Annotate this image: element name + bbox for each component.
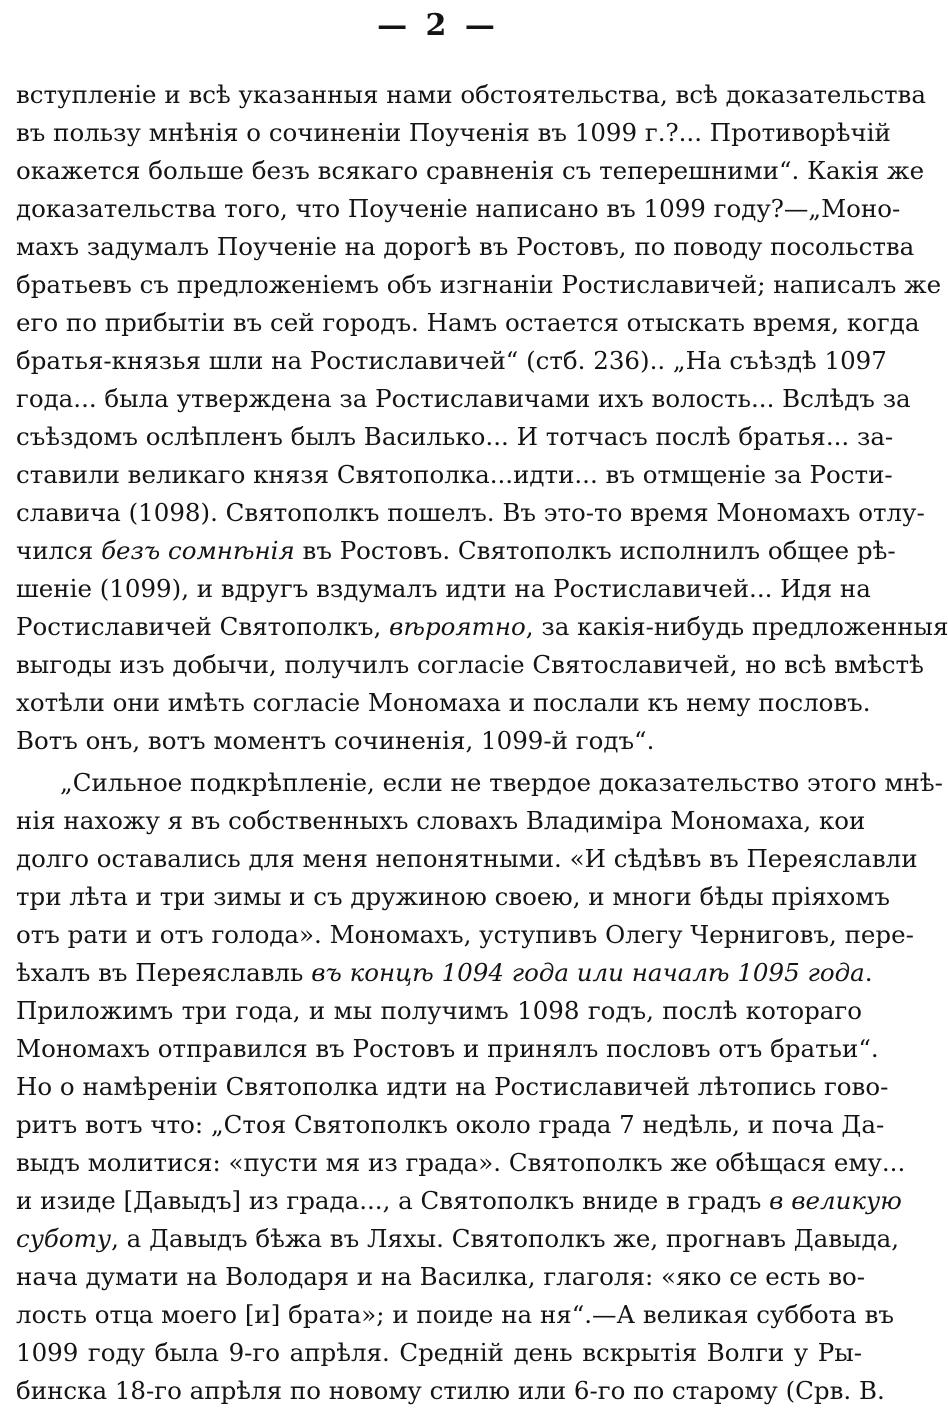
text-line: года... была утверждена за Ростиславичами ихъ волость... Вслѣдъ за: [16, 384, 911, 413]
text-line: суботу, а Давыдъ бѣжа въ Ляхы. Святополкъ же, прогнавъ Давыда,: [16, 1224, 900, 1253]
text-line: въ пользу мнѣнія о сочиненіи Поученія въ 1099 г.?... Противорѣчій: [16, 118, 891, 147]
text-line: ритъ вотъ что: „Стоя Святополкъ около града 7 недѣль, и поча Да-: [16, 1110, 885, 1139]
text-line: ставили великаго князя Святополка...идти... въ отмщеніе за Рости-: [16, 460, 893, 489]
text-line: и изиде [Давыдъ] из града..., а Святополкъ вниде в градъ в великую: [16, 1186, 902, 1215]
text-line: Мономахъ отправился въ Ростовъ и принялъ пословъ отъ братьи“.: [16, 1034, 879, 1063]
text-line: братья-князья шли на Ростиславичей“ (стб. 236).. „На съѣздѣ 1097: [16, 346, 887, 375]
text-line: махъ задумалъ Поученіе на дорогѣ въ Ростовъ, по поводу посольства: [16, 232, 915, 261]
text-line: хотѣли они имѣть согласіе Мономаха и послали къ нему пословъ.: [16, 688, 871, 717]
text-line: бинска 18-го апрѣля по новому стилю или 6-го по старому (Срв. В.: [16, 1376, 885, 1405]
text-line: братьевъ съ предложеніемъ объ изгнаніи Ростиславичей; написалъ же: [16, 270, 942, 299]
text-line: лость отца моего [и] брата»; и поиде на ня“.—А великая суббота въ: [16, 1300, 894, 1329]
italic-phrase: безъ сомнѣнія: [101, 536, 295, 565]
text-line: ѣхалъ въ Переяславль въ концѣ 1094 года или началѣ 1095 года.: [16, 958, 873, 987]
text-line: его по прибытіи въ сей городъ. Намъ остается отыскать время, когда: [16, 308, 920, 337]
text-line: съѣздомъ ослѣпленъ былъ Василько... И тотчасъ послѣ братья... за-: [16, 422, 894, 451]
text-line: долго оставались для меня непонятными. «И сѣдѣвъ въ Переяславли: [16, 844, 918, 873]
text-line: славича (1098). Святополкъ пошелъ. Въ это-то время Мономахъ отлу-: [16, 498, 925, 527]
text-line: Ростиславичей Святополкъ, вѣроятно, за какія-нибудь предложенныя: [16, 612, 948, 641]
text-line: шеніе (1099), и вдругъ вздумалъ идти на Ростиславичей... Идя на: [16, 574, 871, 603]
page-number: — 2 —: [377, 8, 499, 43]
text-line: 1099 году была 9-го апрѣля. Средній день вскрытія Волги у Ры-: [16, 1338, 862, 1367]
text-line: Приложимъ три года, и мы получимъ 1098 годъ, послѣ котораго: [16, 996, 862, 1025]
text-line: Но о намѣреніи Святополка идти на Ростиславичей лѣтопись гово-: [16, 1072, 889, 1101]
italic-phrase: въ концѣ 1094 года или началѣ 1095 года: [311, 958, 865, 987]
text-line: окажется больше безъ всякаго сравненія съ теперешними“. Какія же: [16, 156, 925, 185]
text-line: выдъ молитися: «пусти мя из града». Святополкъ же обѣщася ему...: [16, 1148, 906, 1177]
text-line: Вотъ онъ, вотъ моментъ сочиненія, 1099-й годъ“.: [16, 726, 655, 755]
text-line: выгоды изъ добычи, получилъ согласіе Святославичей, но всѣ вмѣстѣ: [16, 650, 924, 679]
text-line: нача думати на Володаря и на Василка, глаголя: «яко се есть во-: [16, 1262, 866, 1291]
text-line: отъ рати и отъ голода». Мономахъ, уступивъ Олегу Черниговъ, пере-: [16, 920, 914, 949]
text-line: вступленіе и всѣ указанныя нами обстоятельства, всѣ доказательства: [16, 80, 926, 109]
text-line: „Сильное подкрѣпленіе, если не твердое доказательство этого мнѣ-: [60, 768, 943, 797]
italic-phrase: вѣроятно: [389, 612, 526, 641]
text-line: доказательства того, что Поученіе написано въ 1099 году?—„Моно-: [16, 194, 901, 223]
italic-phrase: в великую: [769, 1186, 902, 1215]
text-line: три лѣта и три зимы и съ дружиною своею, и многи бѣды пріяхомъ: [16, 882, 890, 911]
text-line: нія нахожу я въ собственныхъ словахъ Владиміра Мономаха, кои: [16, 806, 866, 835]
text-line: чился безъ сомнѣнія въ Ростовъ. Святополкъ исполнилъ общее рѣ-: [16, 536, 896, 565]
italic-phrase: суботу: [16, 1224, 112, 1253]
